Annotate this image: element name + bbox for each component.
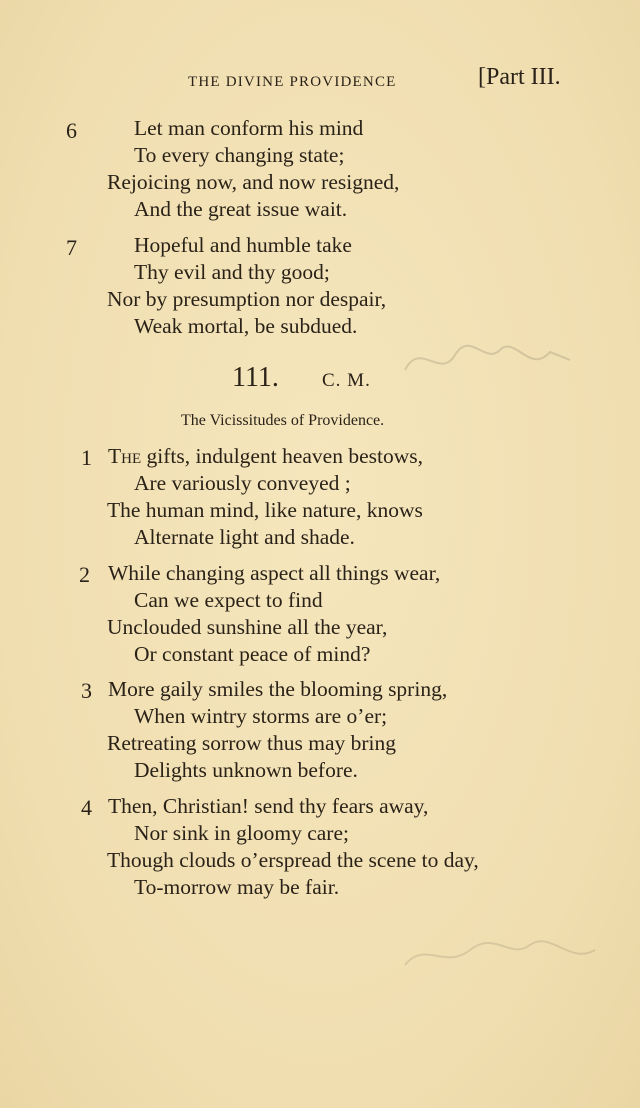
first-line-rest: gifts, indulgent heaven bestows,	[141, 444, 423, 468]
verse-line	[108, 444, 423, 469]
verse-line: Though clouds o’erspread the scene to day,	[107, 848, 479, 872]
verse-line: While changing aspect all things wear,	[108, 561, 441, 585]
verse-line: Alternate light and shade.	[134, 525, 355, 549]
verse-line: Delights unknown before.	[134, 758, 358, 782]
verse-line: More gaily smiles the blooming spring,	[108, 677, 448, 701]
stanza-number: 2	[79, 562, 90, 587]
part-label: [Part III.	[478, 64, 561, 90]
verse-line: Hopeful and humble take	[134, 233, 352, 257]
stanza-number: 7	[66, 235, 77, 260]
verse-line: To every changing state;	[134, 143, 345, 167]
pencil-scribble-mark	[400, 920, 600, 980]
verse-line: Retreating sorrow thus may bring	[107, 731, 397, 755]
first-word: The	[108, 444, 142, 468]
running-title: THE DIVINE PROVIDENCE	[188, 74, 397, 90]
verse-line: Weak mortal, be subdued.	[134, 314, 358, 338]
verse-line: Then, Christian! send thy fears away,	[108, 794, 429, 818]
hymn-subtitle: The Vicissitudes of Providence.	[181, 412, 385, 429]
stanza-number: 6	[66, 118, 77, 143]
hymn-meter: C. M.	[322, 370, 371, 391]
verse-line: Nor sink in gloomy care;	[134, 821, 349, 845]
stanza-number: 1	[81, 445, 92, 470]
verse-line: Nor by presumption nor despair,	[107, 287, 387, 311]
stanza-number: 4	[81, 795, 92, 820]
pencil-scribble-mark	[400, 330, 580, 390]
hymn-number: 111.	[232, 362, 279, 393]
verse-line: The human mind, like nature, knows	[107, 498, 423, 522]
verse-line: Thy evil and thy good;	[134, 260, 330, 284]
verse-line: To-morrow may be fair.	[134, 875, 340, 899]
verse-line: Unclouded sunshine all the year,	[107, 615, 388, 639]
verse-line: Are variously conveyed ;	[134, 471, 351, 495]
verse-line: Rejoicing now, and now resigned,	[107, 170, 400, 194]
verse-line: Let man conform his mind	[134, 116, 364, 140]
verse-line: Can we expect to find	[134, 588, 323, 612]
page-header	[0, 64, 640, 98]
stanza-number: 3	[81, 678, 92, 703]
verse-line: And the great issue wait.	[134, 197, 348, 221]
verse-line: When wintry storms are o’er;	[134, 704, 388, 728]
verse-line: Or constant peace of mind?	[134, 642, 371, 666]
